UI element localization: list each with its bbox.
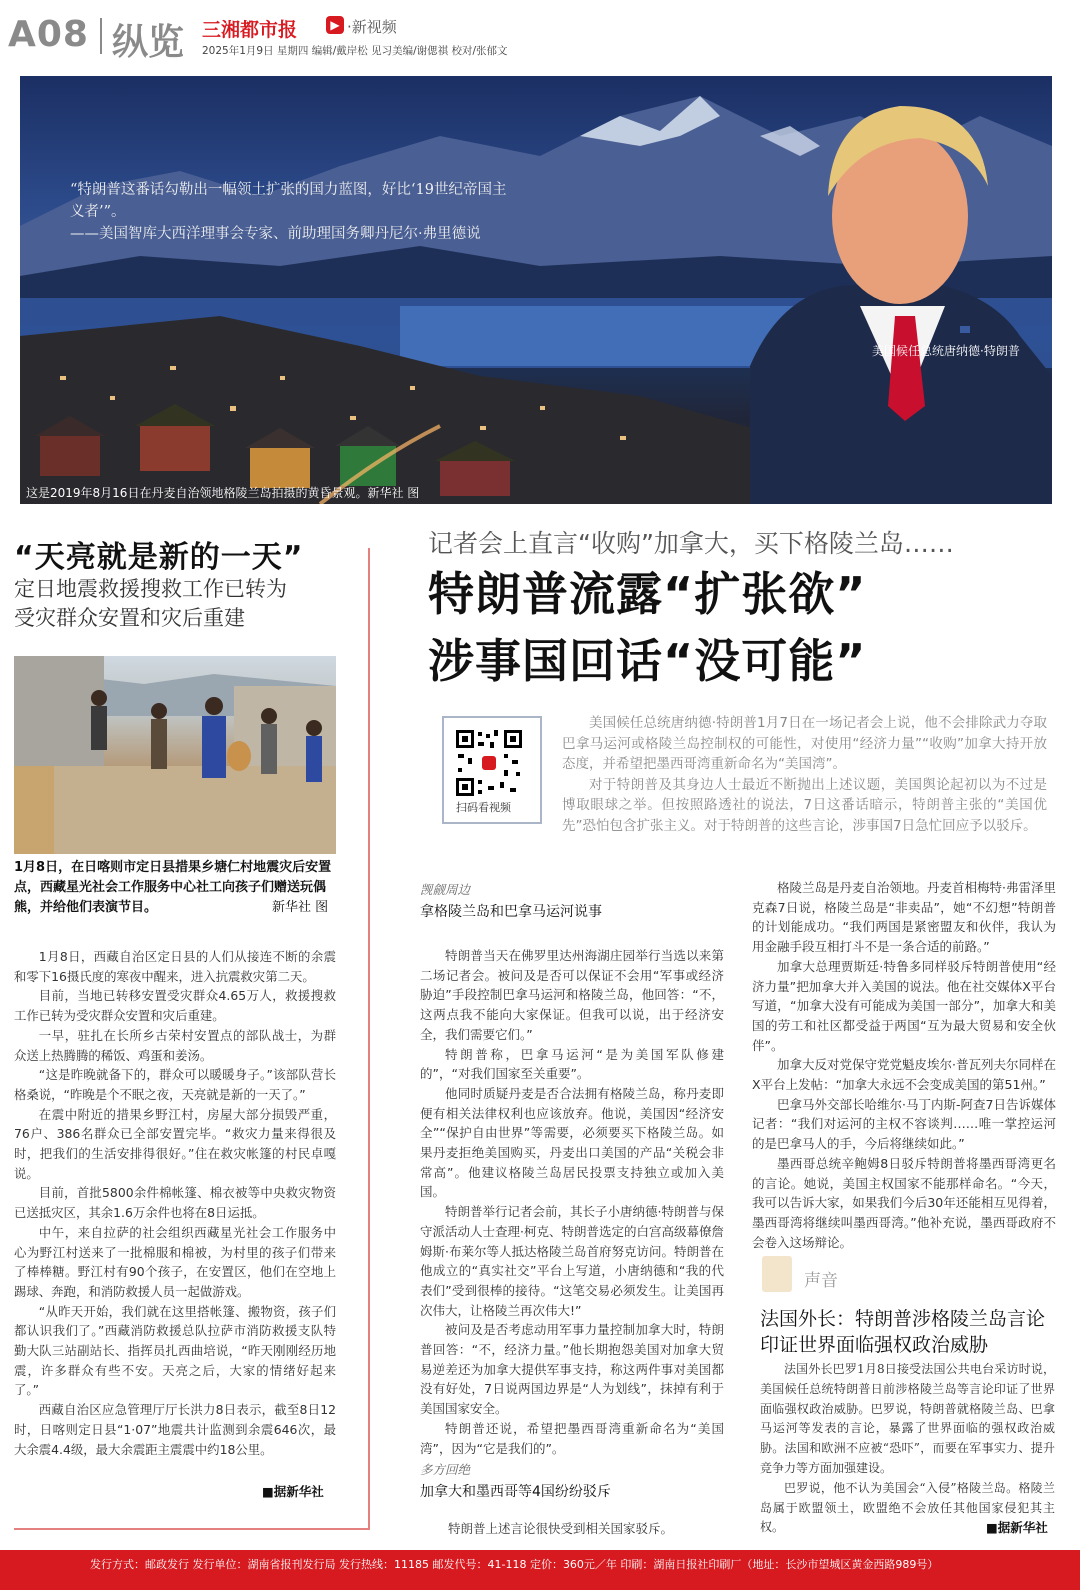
main-headline-line-2: 涉事国回话“没可能” bbox=[428, 634, 867, 688]
paragraph: 特朗普举行记者会前，其长子小唐纳德·特朗普与保守派活动人士查理·柯克、特朗普选定的白宫高级幕僚詹姆斯·布莱尔等人抵达格陵兰岛首府努克访问。特朗普在他成立的“真实社交”平台上写道，小唐纳德和“我的代表们”受到很棒的接待。“这笔交易必须发生。让美国再次伟大，让格陵兰再次伟大!” bbox=[420, 1204, 724, 1318]
qr-label: 扫码看视频 bbox=[456, 801, 511, 814]
paragraph: “这是昨晚就备下的，群众可以暖暖身子。”该部队营长格桑说，“昨晚是个不眠之夜，天亮就是新的一天了。” bbox=[14, 1067, 336, 1102]
paragraph: 法国外长巴罗1月8日接受法国公共电台采访时说，美国候任总统特朗普日前涉格陵兰岛等言论印证了世界面临强权政治威胁。巴罗说，特朗普就格陵兰岛、巴拿马运河等发表的言论，暴露了世界面临的强权政治威胁。法国和欧洲不应被“恐吓”，而要在军事实力、提升竞争力等方面加强建设。 bbox=[760, 1362, 1055, 1475]
paragraph: 特朗普还说，希望把墨西哥湾重新命名为“美国湾”，因为“它是我们的”。 bbox=[420, 1420, 724, 1456]
hero-quote: “特朗普这番话勾勒出一幅领土扩张的国力蓝图，好比‘19世纪帝国主义者’”。 bbox=[70, 182, 507, 220]
paragraph: 加拿大总理贾斯廷·特鲁多同样驳斥特朗普使用“经济力量”把加拿大并入美国的说法。他在社交媒体X平台写道，“加拿大没有可能成为美国一部分”，加拿大和美国的劳工和社区都受益于两国“互为最大贸易和安全伙伴”。 bbox=[752, 958, 1056, 1053]
paragraph: 在震中附近的措果乡野江村，房屋大部分损毁严重，76户、386名群众已全部安置完毕。“救灾力量来得很及时，把我们的生活安排得很好。”住在救灾帐篷的村民卓嘎说。 bbox=[14, 1106, 336, 1181]
paragraph: “从昨天开始，我们就在这里搭帐篷、搬物资，孩子们都认识我们了。”西藏消防救援总队拉萨市消防救援支队特勤大队三站副站长、指挥员扎西曲培说，“昨天刚刚经历地震，许多群众有些不安。天亮之后，大家的情绪好起来了。” bbox=[14, 1303, 336, 1398]
left-story-title: “天亮就是新的一天” bbox=[14, 540, 304, 575]
paragraph: 西藏自治区应急管理厅厅长洪力8日表示，截至8日12时，日喀则定日县“1·07”地震共计监测到余震646次，最大余震4.4级，最大余震距主震震中约18公里。 bbox=[14, 1402, 336, 1457]
paragraph: 巴拿马外交部长哈维尔·马丁内斯-阿查7日告诉媒体记者：“我们对运河的主权不容谈判……唯一掌控运河的是巴拿马人的手，今后将继续如此。” bbox=[752, 1096, 1056, 1152]
paragraph: 巴罗说，他不认为美国会“入侵”格陵兰岛。格陵兰岛属于欧盟领土，欧盟绝不会放任其他国家侵犯其主权。 bbox=[760, 1480, 1055, 1535]
paragraph: 墨西哥总统辛鲍姆8日驳斥特朗普将墨西哥湾更名的言论。她说，美国主权国家不能那样命名。“今天，我可以告诉大家，如果我们今后30年还能相互见得着，墨西哥湾将继续叫墨西哥湾。”他补充说，墨西哥政府不会卷入这场辩论。 bbox=[752, 1155, 1056, 1250]
paragraph: 被问及是否考虑动用军事力量控制加拿大时，特朗普回答：“不，经济力量。”他长期抱怨美国对加拿大贸易逆差还为加拿大提供军事支持，称这两件事对美国都没有好处，7日说两国边界是“人为划线”，抹掉有利于美国国家安全。 bbox=[420, 1322, 724, 1417]
greenland-landscape-illustration bbox=[20, 76, 1052, 504]
left-story-subtitle-1: 定日地震救援搜救工作已转为 bbox=[14, 577, 287, 601]
section-head: 拿格陵兰岛和巴拿马运河说事 bbox=[420, 904, 602, 920]
newspaper-brand: 三湘都市报 bbox=[202, 19, 298, 41]
main-story-lead bbox=[562, 713, 1047, 837]
paragraph: 目前，首批5800余件棉帐篷、棉衣被等中央救灾物资已送抵灾区，其余1.6万余件也将在8日运抵。 bbox=[14, 1185, 336, 1221]
voice-section-label: 声音 bbox=[804, 1271, 838, 1291]
hero-photo bbox=[20, 76, 1052, 504]
middle-column-body bbox=[420, 946, 724, 1458]
section-tag: 觊觎周边 bbox=[420, 882, 471, 897]
left-story-subtitle-2: 受灾群众安置和灾后重建 bbox=[14, 606, 245, 630]
hero-quote-source: ——美国智库大西洋理事会专家、前助理国务卿丹尼尔·弗里德说 bbox=[70, 226, 481, 242]
paragraph: 他同时质疑丹麦是否合法拥有格陵兰岛，称丹麦即便有相关法律权利也应该放弃。他说，美国因“经济安全”“保护自由世界”等需要，必须要买下格陵兰岛。如果丹麦拒绝美国购买，丹麦出口美国的产品“关税会非常高”。他建议格陵兰岛居民投票支持独立或加入美国。 bbox=[420, 1085, 724, 1200]
section-title: 纵览 bbox=[112, 22, 185, 63]
paragraph: 中午，来自拉萨的社会组织西藏星光社会工作服务中心为野江村送来了一批棉服和棉被，为村里的孩子们带来了棒棒糖。野江村有90个孩子，在安置区，他们在空地上踢球、奔跑，和消防救援人员一起做游戏。 bbox=[14, 1224, 336, 1299]
paragraph: 1月8日，西藏自治区定日县的人们从接连不断的余震和零下16摄氏度的寒夜中醒来，进入抗震救灾第二天。 bbox=[14, 949, 336, 984]
issue-meta: 2025年1月9日 星期四 编辑/戴岸松 见习美编/谢偲祺 校对/张郁文 bbox=[202, 45, 508, 57]
section-tag: 多方回绝 bbox=[420, 1462, 471, 1477]
speech-bubble-icon bbox=[762, 1256, 792, 1292]
qr-code-icon[interactable] bbox=[454, 728, 524, 798]
video-app-name: ·新视频 bbox=[347, 18, 397, 36]
left-story-body bbox=[14, 947, 336, 1459]
paragraph: 特朗普当天在佛罗里达州海湖庄园举行当选以来第二场记者会。被问及是否可以保证不会用“军事或经济胁迫”手段控制巴拿马运河和格陵兰岛，他回答：“不，这两点我不能向大家保证。但我可以说，出于经济安全，我们需要它们。” bbox=[420, 948, 724, 1042]
footer-text: 发行方式：邮政发行 发行单位：湖南省报刊发行局 发行热线：11185 邮发代号：41-118 定价：360元／年 印刷：湖南日报社印刷厂（地址：长沙市望城区黄金西路989号） bbox=[90, 1558, 939, 1571]
left-photo-caption: 1月8日，在日喀则市定日县措果乡塘仁村地震灾后安置点，西藏星光社会工作服务中心社工向孩子们赠送玩偶熊，并给他们表演节目。 bbox=[14, 860, 332, 915]
voice-body bbox=[760, 1360, 1055, 1538]
page-number: A08 bbox=[8, 14, 89, 55]
column-rule bbox=[14, 1528, 370, 1530]
middle-continuation: 特朗普上述言论很快受到相关国家驳斥。 bbox=[448, 1521, 674, 1536]
paragraph: 特朗普称，巴拿马运河“是为美国军队修建的”，“对我们国家至关重要”。 bbox=[420, 1046, 724, 1082]
paragraph: 目前，当地已转移安置受灾群众4.65万人，救援搜救工作已转为受灾群众安置和灾后重建。 bbox=[14, 988, 336, 1024]
paragraph: 格陵兰岛是丹麦自治领地。丹麦首相梅特·弗雷泽里克森7日说，格陵兰岛是“非卖品”，她“不幻想”特朗普的计划能成功。“我们两国是紧密盟友和伙伴，我认为用金融手段互相打斗不是一条合适的前路。” bbox=[752, 880, 1056, 955]
paragraph: 一早，驻扎在长所乡古荣村安置点的部队战士，为群众送上热腾腾的稀饭、鸡蛋和姜汤。 bbox=[14, 1027, 336, 1063]
right-column-body bbox=[752, 878, 1056, 1252]
section-head: 加拿大和墨西哥等4国纷纷驳斥 bbox=[420, 1484, 611, 1500]
lead-paragraph: 对于特朗普及其身边人士最近不断抛出上述议题，美国舆论起初以为不过是博取眼球之举。但按照路透社的说法，7日这番话暗示，特朗普主张的“美国优先”恐怕包含扩张主义。对于特朗普的这些言论，涉事国7日急忙回应予以驳斥。 bbox=[562, 776, 1047, 834]
lead-paragraph: 美国候任总统唐纳德·特朗普1月7日在一场记者会上说，他不会排除武力夺取巴拿马运河或格陵兰岛控制权的可能性，对使用“经济力量”“收购”加拿大持开放态度，并希望把墨西哥湾重新命名为“美国湾”。 bbox=[562, 715, 1047, 773]
earthquake-relief-photo bbox=[14, 656, 336, 854]
left-photo-source: 新华社 图 bbox=[272, 900, 329, 915]
left-story-source: ■据新华社 bbox=[262, 1484, 324, 1499]
voice-headline-2: 印证世界面临强权政治威胁 bbox=[760, 1334, 989, 1356]
voice-source: ■据新华社 bbox=[986, 1520, 1048, 1535]
main-story-kicker: 记者会上直言“收购”加拿大，买下格陵兰岛…… bbox=[428, 529, 954, 558]
hero-photo-caption: 这是2019年8月16日在丹麦自治领地格陵兰岛拍摄的黄昏景观。新华社 图 bbox=[26, 486, 420, 500]
paragraph: 加拿大反对党保守党党魁皮埃尔·普瓦列夫尔同样在X平台上发帖：“加拿大永远不会变成美国的第51州。” bbox=[752, 1057, 1056, 1093]
column-rule bbox=[368, 548, 370, 1528]
main-headline-line-1: 特朗普流露“扩张欲” bbox=[428, 567, 867, 621]
video-logo-icon: ▶ bbox=[326, 16, 344, 34]
voice-headline-1: 法国外长：特朗普涉格陵兰岛言论 bbox=[760, 1308, 1046, 1330]
portrait-caption: 美国候任总统唐纳德·特朗普 bbox=[872, 344, 1020, 358]
header-divider bbox=[100, 18, 102, 54]
